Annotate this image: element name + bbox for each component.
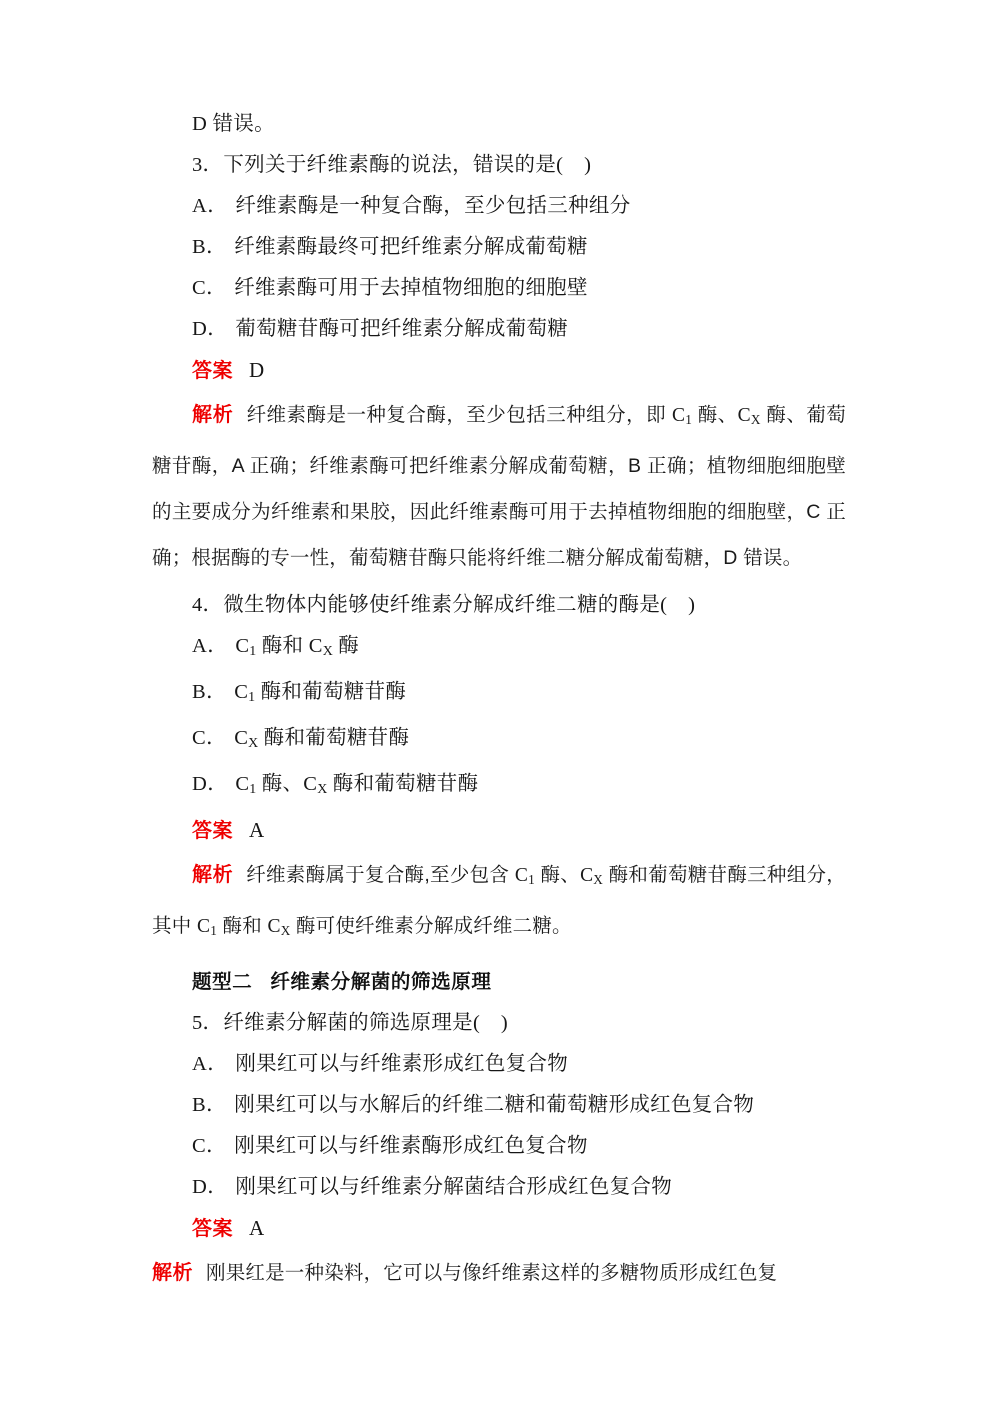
section-heading [152, 962, 846, 1003]
option-text: $C_X$ 酶和葡萄糖苷酶 [234, 727, 410, 752]
question-3-option-d [152, 309, 846, 350]
answer-label: 答案 [192, 360, 233, 382]
analysis-label: 解析 [192, 864, 234, 887]
question-3-stem: 3．下列关于纤维素酶的说法，错误的是( ) [192, 154, 592, 176]
option-label: C． [192, 277, 228, 299]
question-4-stem: 4．微生物体内能够使纤维素分解成纤维二糖的酶是( ) [192, 593, 696, 616]
answer-value: A [249, 818, 265, 843]
analysis-text: 纤维素酶属于复合酶,至少包含 $C_1$ 酶、$C_X$ 酶和葡萄糖苷酶三种组分，其中 $C_1$ 酶和 $C_X$ 酶可使纤维素分解成纤维二糖。 [152, 864, 846, 938]
option-label: A． [192, 1052, 229, 1075]
question-5-analysis [152, 1250, 846, 1296]
option-text: 纤维素酶可用于去掉植物细胞的细胞壁 [234, 277, 588, 299]
question-5-stem: 5．纤维素分解菌的筛选原理是( ) [192, 1011, 509, 1034]
option-text: 纤维素酶最终可把纤维素分解成葡萄糖 [234, 236, 588, 258]
question-4-option-d [152, 764, 846, 810]
option-label: C． [192, 1134, 228, 1157]
answer-label: 答案 [192, 1217, 233, 1240]
option-label: B． [192, 236, 228, 258]
option-text: 葡萄糖苷酶可把纤维素分解成葡萄糖 [235, 318, 569, 340]
question-3-option-b [152, 227, 846, 268]
question-5-option-a [152, 1044, 846, 1085]
analysis-text: 纤维素酶是一种复合酶，至少包括三种组分，即 $C_1$ 酶、$C_X$ 酶、葡萄糖苷酶，A 正确；纤维素酶可把纤维素分解成葡萄糖，B 正确；植物细胞细胞壁的主要成分为纤维素和果胶，因此纤维素酶可用于去掉植物细胞的细胞壁，C 正确；根据酶的专一性，葡萄糖苷酶只能将纤维二糖分解成葡萄糖，D 错误。 [152, 404, 846, 569]
question-3-option-a [152, 186, 846, 227]
option-label: C． [192, 727, 228, 750]
question-4-answer [152, 810, 846, 852]
option-text: $C_1$ 酶和葡萄糖苷酶 [234, 680, 407, 706]
option-label: A． [192, 634, 229, 657]
option-text: 纤维素酶是一种复合酶，至少包括三种组分 [235, 195, 631, 217]
question-5-answer [152, 1208, 846, 1250]
page-content [152, 104, 846, 1296]
option-label: D． [192, 1175, 229, 1198]
section-heading-subtitle: 纤维素分解菌的筛选原理 [270, 970, 492, 993]
question-3-analysis [152, 392, 846, 581]
option-label: A． [192, 195, 229, 217]
question-5-option-c [152, 1126, 846, 1167]
option-label: B． [192, 1093, 228, 1116]
answer-label: 答案 [192, 820, 233, 843]
answer-value: A [249, 1215, 265, 1240]
question-4-option-c [152, 718, 846, 764]
question-3-option-c [152, 268, 846, 309]
analysis-text: 刚果红是一种染料，它可以与像纤维素这样的多糖物质形成红色复 [206, 1261, 778, 1284]
question-3-answer [152, 350, 846, 392]
option-text: 刚果红可以与纤维素形成红色复合物 [235, 1052, 569, 1075]
option-text: 刚果红可以与纤维素分解菌结合形成红色复合物 [235, 1175, 673, 1198]
question-5-option-d [152, 1167, 846, 1208]
question-4-analysis [152, 852, 846, 954]
answer-value: D [249, 358, 265, 382]
option-label: B． [192, 680, 228, 703]
question-5-option-b [152, 1085, 846, 1126]
option-text: $C_1$ 酶和 $C_X$ 酶 [235, 634, 360, 659]
option-text: $C_1$ 酶、$C_X$ 酶和葡萄糖苷酶 [235, 773, 479, 798]
analysis-label: 解析 [152, 1261, 193, 1284]
option-text: 刚果红可以与纤维素酶形成红色复合物 [234, 1134, 588, 1157]
analysis-label: 解析 [192, 404, 234, 426]
question-4-option-a [152, 626, 846, 672]
question-4-option-b [152, 672, 846, 718]
option-text: 刚果红可以与水解后的纤维二糖和葡萄糖形成红色复合物 [234, 1093, 755, 1116]
option-label: D． [192, 773, 229, 796]
section-heading-title: 题型二 [192, 970, 253, 993]
option-label: D． [192, 318, 229, 340]
continued-text-line: D 错误。 [192, 113, 275, 135]
